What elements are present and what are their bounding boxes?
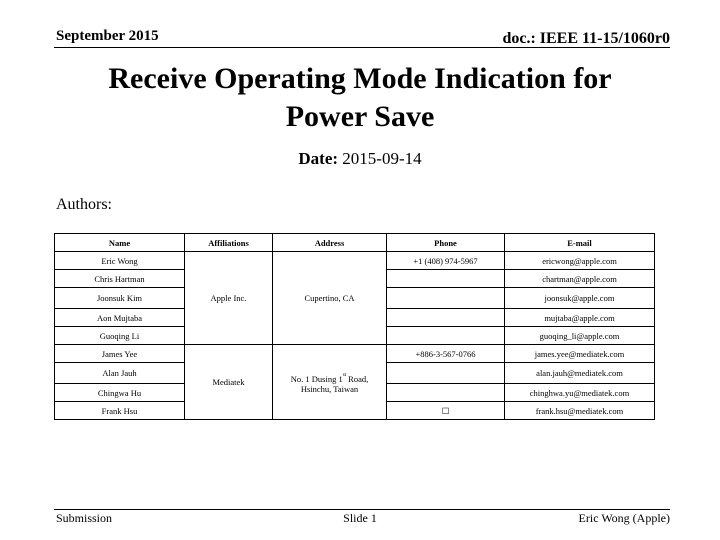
author-phone: +886-3-567-0766 — [387, 345, 505, 363]
author-phone — [387, 384, 505, 402]
author-name: Joonsuk Kim — [55, 288, 185, 309]
author-email: mujtaba@apple.com — [505, 309, 655, 327]
author-email: chinghwa.yu@mediatek.com — [505, 384, 655, 402]
column-header-address: Address — [273, 234, 387, 252]
author-name: Chingwa Hu — [55, 384, 185, 402]
author-name: Aon Mujtaba — [55, 309, 185, 327]
address-ordinal-suffix: st — [342, 372, 347, 378]
author-phone — [387, 288, 505, 309]
author-name: Frank Hsu — [55, 402, 185, 420]
author-name: Guoqing Li — [55, 327, 185, 345]
footer-slide-number: Slide 1 — [343, 511, 377, 525]
column-header-phone: Phone — [387, 234, 505, 252]
slide-date — [0, 149, 720, 169]
table-row — [55, 252, 655, 270]
header-date: September 2015 — [56, 28, 159, 44]
address-mediatek — [273, 345, 387, 420]
author-email: james.yee@mediatek.com — [505, 345, 655, 363]
header-divider — [54, 47, 670, 48]
address-mediatek-street: No. 1 Dusing 1 — [290, 373, 343, 384]
author-phone — [387, 363, 505, 384]
author-email: guoqing_li@apple.com — [505, 327, 655, 345]
author-email: ericwong@apple.com — [505, 252, 655, 270]
author-name: Eric Wong — [55, 252, 185, 270]
author-name: Alan Jauh — [55, 363, 185, 384]
column-header-email: E-mail — [505, 234, 655, 252]
table-header-row — [55, 234, 655, 252]
author-name: James Yee — [55, 345, 185, 363]
address-mediatek-road: Road, — [346, 373, 369, 384]
author-phone: ☐ — [387, 402, 505, 420]
slide-title-line-1: Receive Operating Mode Indication for — [108, 62, 612, 95]
author-email: frank.hsu@mediatek.com — [505, 402, 655, 420]
authors-label: Authors: — [56, 196, 112, 213]
header-doc-id: doc.: IEEE 11-15/1060r0 — [502, 30, 670, 47]
author-phone — [387, 270, 505, 288]
author-phone: +1 (408) 974-5967 — [387, 252, 505, 270]
footer-divider — [54, 509, 670, 510]
author-email: joonsuk@apple.com — [505, 288, 655, 309]
address-mediatek-city: Hsinchu, Taiwan — [300, 383, 359, 394]
date-value: 2015-09-14 — [342, 149, 422, 168]
footer-author: Eric Wong (Apple) — [578, 511, 670, 525]
table-row — [55, 345, 655, 363]
author-name: Chris Hartman — [55, 270, 185, 288]
author-email: alan.jauh@mediatek.com — [505, 363, 655, 384]
affiliation-mediatek: Mediatek — [185, 345, 273, 420]
footer-submission: Submission — [56, 511, 113, 525]
authors-table — [54, 233, 655, 420]
slide-title-line-2: Power Save — [285, 100, 435, 133]
column-header-name: Name — [55, 234, 185, 252]
slide-title — [40, 60, 680, 136]
author-email: chartman@apple.com — [505, 270, 655, 288]
date-label: Date: — [298, 149, 339, 168]
address-apple: Cupertino, CA — [273, 252, 387, 345]
column-header-affiliations: Affiliations — [185, 234, 273, 252]
affiliation-apple: Apple Inc. — [185, 252, 273, 345]
author-phone — [387, 309, 505, 327]
author-phone — [387, 327, 505, 345]
